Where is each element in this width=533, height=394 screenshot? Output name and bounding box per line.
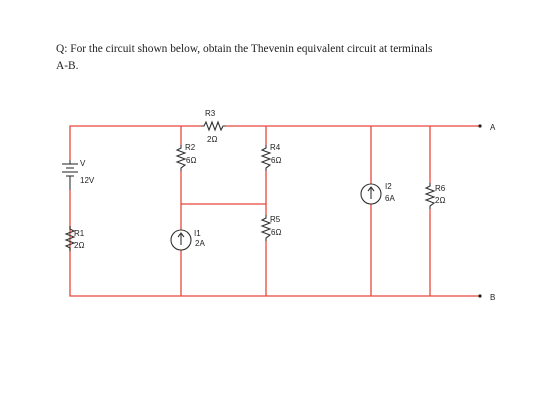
resistor-r2-icon (177, 145, 185, 171)
i1-name-label: I1 (194, 229, 201, 238)
r1-name-label: R1 (74, 229, 85, 238)
terminal-b-dot (478, 294, 481, 297)
r6-name-label: R6 (435, 184, 446, 193)
r2-value-label: 6Ω (186, 156, 197, 165)
r1-value-label: 2Ω (74, 241, 85, 250)
r4-name-label: R4 (270, 143, 281, 152)
terminal-a-label: A (490, 123, 496, 132)
v-value-label: 12V (80, 176, 95, 185)
r2-name-label: R2 (185, 143, 196, 152)
current-source-i1-icon (171, 230, 191, 250)
current-source-i2-icon (361, 184, 381, 204)
r3-name-label: R3 (205, 109, 216, 118)
resistor-r6-icon (426, 183, 434, 209)
resistor-r3-icon (201, 122, 226, 130)
v-name-label: V (80, 159, 86, 168)
question-line-1: Q: For the circuit shown below, obtain the Thevenin equivalent circuit at terminals (56, 43, 433, 55)
terminal-b-label: B (490, 293, 496, 302)
r6-value-label: 2Ω (435, 196, 446, 205)
terminal-a-dot (478, 124, 481, 127)
r3-value-label: 2Ω (207, 135, 218, 144)
resistor-r5-icon (262, 215, 270, 241)
i1-value-label: 2A (195, 239, 205, 248)
r5-name-label: R5 (270, 215, 281, 224)
i2-value-label: 6A (385, 194, 395, 203)
r4-value-label: 6Ω (271, 156, 282, 165)
resistor-r4-icon (262, 145, 270, 171)
r5-value-label: 6Ω (271, 228, 282, 237)
i2-name-label: I2 (385, 182, 392, 191)
question-line-2: A-B. (56, 60, 79, 72)
battery-icon (62, 160, 78, 190)
